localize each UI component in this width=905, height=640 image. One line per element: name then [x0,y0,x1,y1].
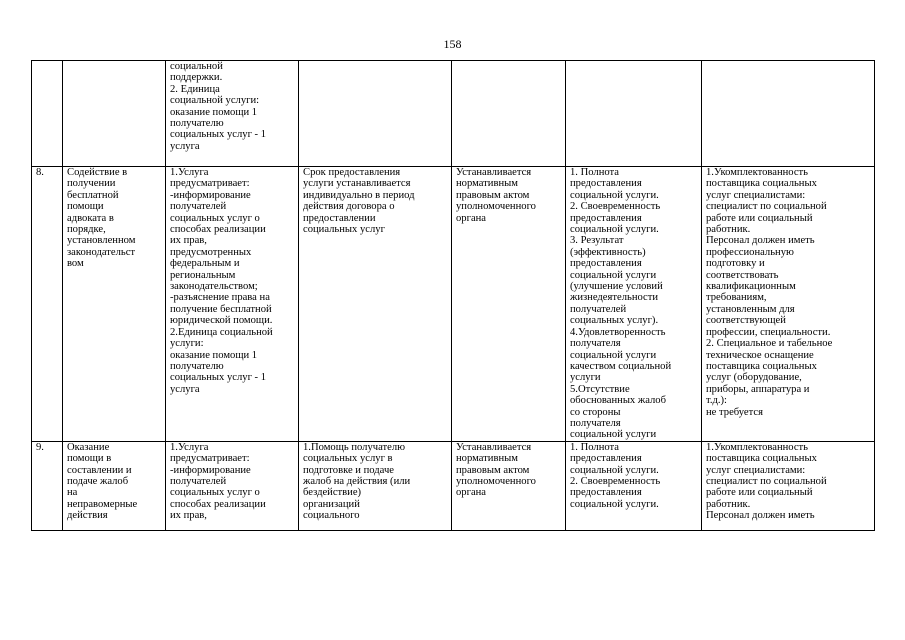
text-line: организаций [303,498,360,510]
text-line: -информирование [170,464,251,476]
text-line: поставщика социальных [706,178,817,190]
text-line: т.д.): [706,395,727,407]
text-line: неправомерные [67,498,138,510]
text-line: 1. Полнота [570,441,619,453]
text-line: социальной услуги [570,269,657,281]
text-line: специалист по социальной [706,475,827,487]
cell-description [166,167,299,442]
text-line: на [67,487,78,499]
text-line: квалификационным [706,281,796,293]
text-line: 2.Единица социальной [170,326,273,338]
cell-term [299,61,452,167]
text-line: предоставления [570,453,642,465]
text-line: требованиям, [706,292,767,304]
text-line: предусмотренных [170,246,252,258]
text-line: поставщика социальных [706,360,817,372]
text-line: (эффективность) [570,246,646,258]
text-line: Персонал должен иметь [706,510,815,522]
text-line: получателю [170,118,224,130]
text-line: 2. Своевременность [570,201,661,213]
text-line: 1. Полнота [570,167,619,178]
cell-name [63,167,166,442]
cell-indicators [566,61,702,167]
text-line: действия договора о [303,201,395,213]
text-line: 1.Укомплектованность [706,441,808,453]
text-line: их прав, [170,235,207,247]
text-line: социальных услуг в [303,453,393,465]
text-line: Срок предоставления [303,167,401,178]
text-line: профессиональную [706,246,794,258]
text-line: уполномоченного [456,475,536,487]
text-line: бесплатной [67,189,119,201]
cell-indicators [566,441,702,530]
text-line: социальных услуг - 1 [170,129,267,141]
text-line: предоставления [570,178,642,190]
text-line: получателей [170,475,227,487]
cell-term [299,167,452,442]
text-line: социальной услуги [570,429,657,441]
text-line: юридической помощи. [170,315,273,327]
text-line: социальных услуг о [170,487,260,499]
text-line: качеством социальной [570,360,672,372]
text-line: 1.Услуга [170,441,209,453]
text-line: 4.Удовлетворенность [570,326,666,338]
text-line: составлении и [67,464,132,476]
text-line: 3. Результат [570,235,624,247]
text-line: нормативным [456,453,518,465]
page-number: 158 [443,37,462,51]
text-line: услуги: [170,338,204,350]
text-line: органа [456,487,487,499]
text-line: предусматривает: [170,453,250,465]
text-line: 2. Своевременность [570,475,661,487]
text-line: 1.Помощь получателю [303,441,406,453]
text-line: работе или социальный [706,212,813,224]
text-line: услуга [170,383,200,395]
text-line: 5.Отсутствие [570,383,630,395]
text-line: социальных услуг - 1 [170,372,267,384]
cell-price [452,167,566,442]
text-line: работник. [706,498,751,510]
text-line: услуг (оборудование, [706,372,802,384]
text-line: правовым актом [456,464,530,476]
text-line: индивидуально в период [303,189,415,201]
text-line: профессии, специальности. [706,326,831,338]
cell-price [452,61,566,167]
text-line: получателя [570,417,621,429]
text-line: социальной услуги. [570,464,659,476]
text-line: техническое оснащение [706,349,814,361]
cell-name [63,61,166,167]
text-line: оказание помощи 1 [170,106,258,118]
text-line: получателей [570,303,627,315]
cell-conditions [702,441,875,530]
text-line: жизнедеятельности [570,292,659,304]
text-line: федеральным и [170,258,240,270]
text-line: услуг специалистами: [706,464,806,476]
text-line: жалоб на действия (или [303,475,411,487]
text-line: работе или социальный [706,487,813,499]
text-line: получение бесплатной [170,303,272,315]
text-line: поставщика социальных [706,453,817,465]
text-line: услуги [570,372,601,384]
cell-description [166,441,299,530]
text-line: предоставления [570,258,642,270]
services-table [31,60,875,531]
text-line: -информирование [170,189,251,201]
text-line: получателя [570,338,621,350]
text-line: социальной услуги [570,349,657,361]
text-line: услуга [170,140,200,152]
text-line: 2. Специальное и табельное [706,338,833,350]
text-line: оказание помощи 1 [170,349,258,361]
text-line: приборы, аппаратура и [706,383,810,395]
text-line: получателей [170,201,227,213]
text-line: Содействие в [67,167,128,178]
text-line: соответствовать [706,269,779,281]
cell-description [166,61,299,167]
text-line: 2. Единица [170,83,220,95]
text-line: социальной [170,61,223,72]
text-line: подготовке и подаче [303,464,394,476]
text-line: соответствующей [706,315,786,327]
text-line: органа [456,212,487,224]
text-line: -разъяснение права на [170,292,270,304]
text-line: предоставлении [303,212,376,224]
text-line: уполномоченного [456,201,536,213]
text-line: установленном [67,235,136,247]
cell-num: 9. [32,441,63,530]
text-line: получении [67,178,116,190]
text-line: предоставления [570,212,642,224]
text-line: (улучшение условий [570,281,663,293]
text-line: 1.Услуга [170,167,209,178]
text-line: социальных услуг [303,224,385,236]
text-line: социальной услуги. [570,224,659,236]
text-line: нормативным [456,178,518,190]
text-line: адвоката в [67,212,114,224]
text-line: законодательст [67,246,136,258]
text-line: способах реализации [170,498,266,510]
cell-name [63,441,166,530]
text-line: предоставления [570,487,642,499]
text-line: установленным для [706,303,795,315]
table-row-9 [32,441,875,530]
text-line: подаче жалоб [67,475,129,487]
text-line: вом [67,258,84,270]
text-line: со стороны [570,406,621,418]
text-line: Устанавливается [456,167,532,178]
text-line: предусматривает: [170,178,250,190]
text-line: способах реализации [170,224,266,236]
text-line: социальной услуги. [570,498,659,510]
text-line: социальной услуги. [570,189,659,201]
text-line: социальной услуги: [170,95,260,107]
cell-price [452,441,566,530]
text-line: бездействие) [303,487,362,499]
text-line: помощи [67,201,104,213]
cell-conditions [702,61,875,167]
cell-num [32,61,63,167]
text-line: подготовку и [706,258,765,270]
text-line: получателю [170,360,224,372]
text-line: обоснованных жалоб [570,395,666,407]
text-line: действия [67,510,108,522]
text-line: специалист по социальной [706,201,827,213]
text-line: порядке, [67,224,106,236]
text-line: услуг специалистами: [706,189,806,201]
text-line: услуги устанавливается [303,178,411,190]
text-line: правовым актом [456,189,530,201]
text-line: законодательством; [170,281,258,293]
cell-indicators [566,167,702,442]
text-line: Устанавливается [456,441,532,453]
cell-num: 8. [32,167,63,442]
cell-conditions [702,167,875,442]
cell-term [299,441,452,530]
text-line: Оказание [67,441,110,453]
text-line: их прав, [170,510,207,522]
text-line: поддержки. [170,72,223,84]
table-row-continued [32,61,875,167]
text-line: работник. [706,224,751,236]
text-line: не требуется [706,406,763,418]
text-line: помощи в [67,453,112,465]
text-line: Персонал должен иметь [706,235,815,247]
text-line: социального [303,510,360,522]
text-line: социальных услуг). [570,315,659,327]
text-line: социальных услуг о [170,212,260,224]
table-row-8 [32,167,875,442]
text-line: региональным [170,269,236,281]
text-line: 1.Укомплектованность [706,167,808,178]
